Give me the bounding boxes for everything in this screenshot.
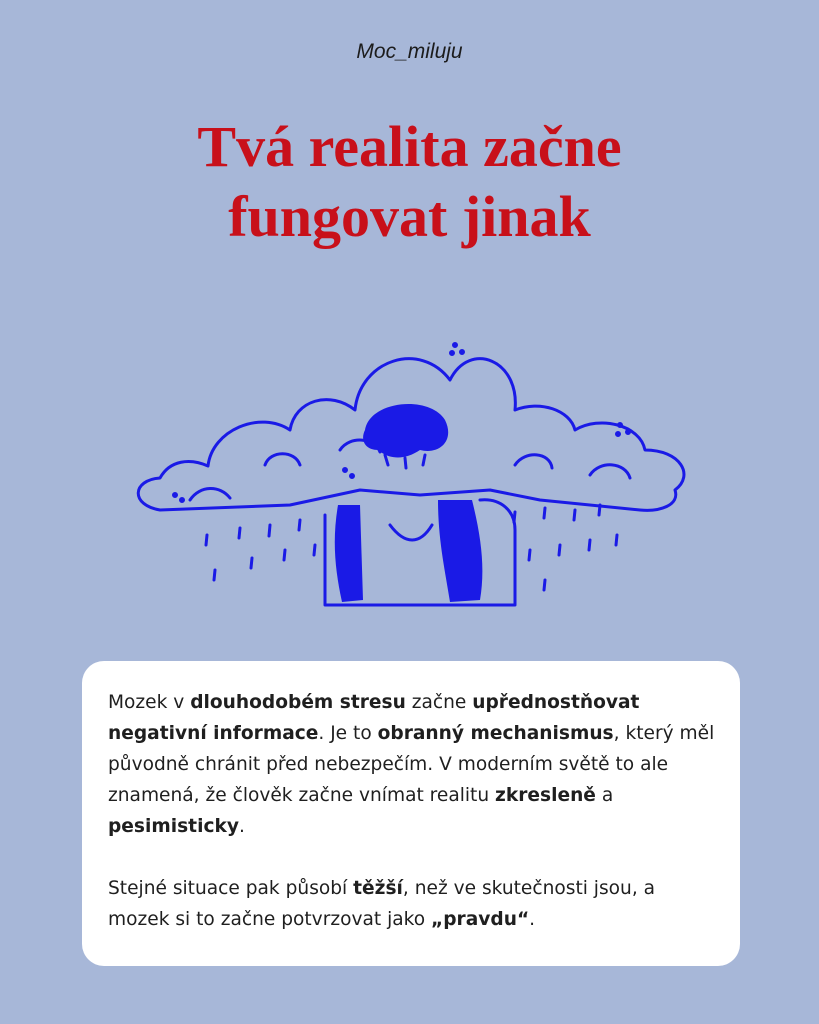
bold-text: pesimisticky (108, 816, 239, 837)
title-line-1: Tvá realita začne (197, 114, 622, 179)
bold-text: obranný mechanismus (377, 723, 614, 744)
text-span: a (595, 785, 614, 806)
text-span: , než ve skutečnosti jsou, a mozek si to začne potvrzovat jako (108, 878, 656, 930)
text-span: Mozek v (108, 692, 191, 713)
page-title (0, 112, 819, 252)
text-span: . Je to (318, 723, 378, 744)
bold-text: těžší (353, 878, 403, 899)
bold-text: dlouhodobém stresu (190, 692, 406, 713)
text-card (82, 661, 740, 966)
paragraph-2 (108, 873, 720, 935)
text-span: začne (405, 692, 473, 713)
text-span: , který měl původně chránit před nebezpečím. V moderním světě to ale znamená, že člověk začne vnímat realitu (108, 723, 715, 806)
text-span: Stejné situace pak působí (108, 878, 354, 899)
paragraph-1 (108, 687, 720, 842)
title-line-2: fungovat jinak (228, 184, 591, 249)
text-span: . (529, 909, 536, 930)
text-span: . (238, 816, 245, 837)
bold-text: zkresleně (495, 785, 596, 806)
bold-text: upřednostňovat negativní informace (108, 692, 640, 744)
bold-text: „pravdu“ (431, 909, 530, 930)
storm-cloud-crying-person-icon (120, 300, 700, 620)
account-handle: Moc_miluju (356, 40, 463, 63)
